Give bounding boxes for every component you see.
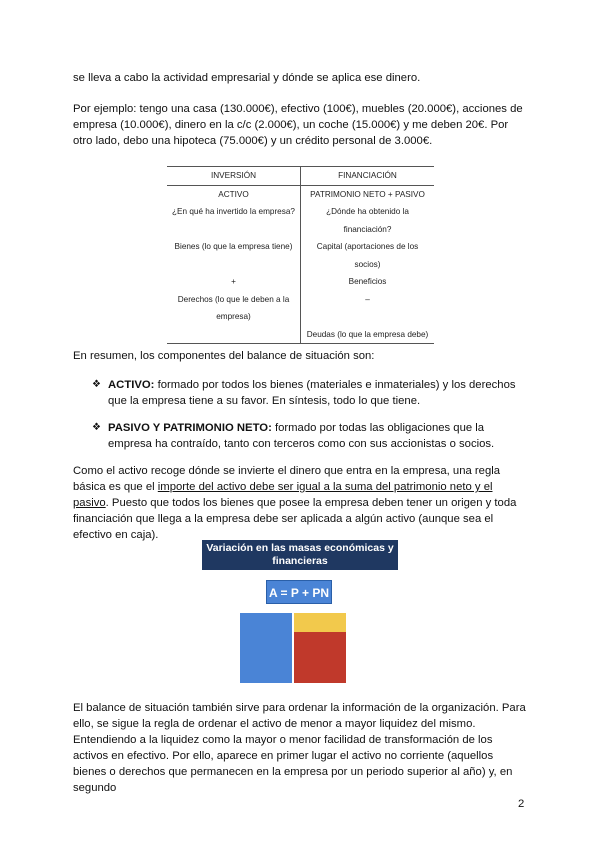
bullet-icon: ❖ (92, 422, 101, 433)
bullet-title: ACTIVO: (108, 379, 155, 391)
diagram-title: Variación en las masas económicas y financieras (202, 540, 398, 570)
table-activo: ACTIVO (167, 185, 301, 203)
bullet-pasivo-pn (108, 420, 528, 452)
table-question-left: ¿En qué ha invertido la empresa? (167, 203, 301, 238)
table-header-inversion: INVERSIÓN (167, 167, 301, 186)
paragraph-summary: En resumen, los componentes del balance de situación son: (73, 350, 375, 362)
paragraph-example: Por ejemplo: tengo una casa (130.000€), efectivo (100€), muebles (20.000€), acciones de empresa (10.000€), dinero en la c/c (2.000€), un coche (15.000€) y me deben 20€. Por otro lado, debo una hipoteca (75.000€) y un crédito personal de 3.000€. (73, 103, 523, 147)
underlined-rule: importe del activo debe ser igual a la suma del patrimonio neto y el pasivo (73, 481, 493, 509)
balance-table (167, 166, 434, 344)
diagram-equation: A = P + PN (266, 580, 332, 604)
paragraph-liquidity: El balance de situación también sirve para ordenar la información de la organización. Para ello, se sigue la regla de ordenar el activo de menor a mayor liquidez del mismo. Entendiendo a la liquidez como la mayor o menor facilidad de transformación de los activos en efectivo. Por ello, aparece en primer lugar el activo no corriente (aquellos bienes o derechos que permanecen en la empresa por un periodo superior al año) y, en segundo (73, 702, 526, 794)
table-minus: – (365, 294, 370, 304)
table-derechos: Derechos (lo que le deben a la empresa) (167, 291, 301, 326)
table-bienes: Bienes (lo que la empresa tiene) (167, 238, 301, 273)
table-pn-pasivo: PATRIMONIO NETO + PASIVO (310, 189, 425, 199)
activo-block (240, 613, 292, 683)
table-capital: Capital (aportaciones de los socios) (316, 242, 419, 269)
pasivo-block (294, 613, 346, 632)
bullet-icon: ❖ (92, 379, 101, 390)
patrimonio-neto-block (294, 632, 346, 683)
table-deudas: Deudas (lo que la empresa debe) (306, 329, 429, 339)
bullet-title: PASIVO Y PATRIMONIO NETO: (108, 422, 272, 434)
bullet-activo (108, 377, 528, 409)
table-plus: + (167, 273, 301, 291)
paragraph-rule: Como el activo recoge dónde se invierte el dinero que entra en la empresa, una regla básica es que el importe del activo debe ser igual a la suma del patrimonio neto y el pasivo. Puesto que todos los bienes que posee la empresa deben tener un origen y toda financiación que llega a la empresa debe ser aplicada a algún activo (aunque sea el efectivo en caja). (73, 465, 517, 541)
bullet-text: formado por todas las obligaciones que la empresa ha contraído, tanto con terceros como con sus accionistas o socios. (108, 422, 495, 450)
paragraph-intro-end: se lleva a cabo la actividad empresarial y dónde se aplica ese dinero. (73, 72, 421, 84)
page-number: 2 (518, 798, 525, 810)
table-header-financiacion: FINANCIACIÓN (301, 167, 435, 186)
table-beneficios: Beneficios (348, 277, 387, 286)
table-question-right: ¿Dónde ha obtenido la financiación? (326, 207, 409, 234)
bullet-text: formado por todos los bienes (materiales e inmateriales) y los derechos que la empresa tiene a su favor. En síntesis, todo lo que tiene. (108, 379, 516, 407)
